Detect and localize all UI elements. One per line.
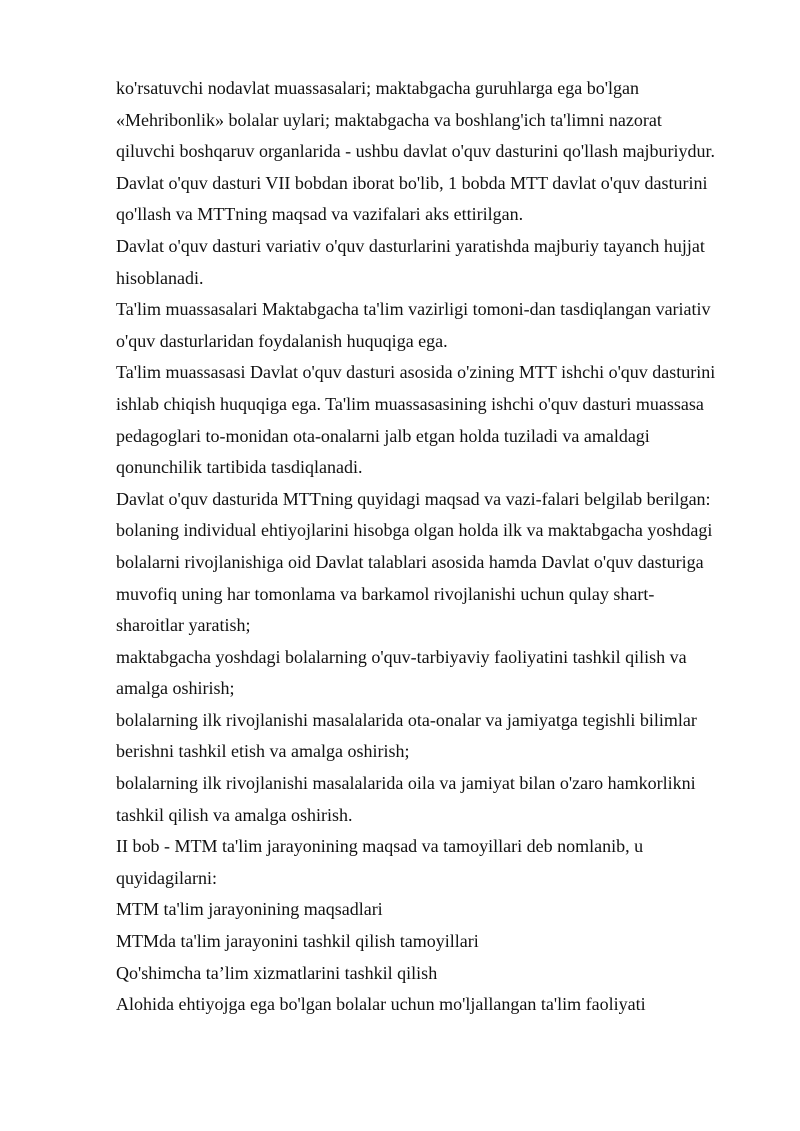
- text-line: qonunchilik tartibida tasdiqlanadi.: [116, 457, 363, 478]
- text-line: qiluvchi boshqaruv organlarida - ushbu davlat o'quv dasturini qo'llash majburiydur.: [116, 141, 716, 162]
- text-line: qo'llash va MTTning maqsad va vazifalari aks ettirilgan.: [116, 204, 524, 225]
- text-line: Qo'shimcha ta’lim xizmatlarini tashkil qilish: [116, 962, 438, 983]
- text-line: ishlab chiqish huquqiga ega. Ta'lim muassasasining ishchi o'quv dasturi muassasa: [116, 393, 704, 414]
- text-line: MTM ta'lim jarayonining maqsadlari: [116, 899, 383, 920]
- text-line: sharoitlar yaratish;: [116, 615, 251, 636]
- text-line: bolaning individual ehtiyojlarini hisobga olgan holda ilk va maktabgacha yoshdagi: [116, 520, 713, 541]
- text-line: Alohida ehtiyojga ega bo'lgan bolalar uchun mo'ljallangan ta'lim faoliyati: [116, 994, 646, 1015]
- text-line: MTMda ta'lim jarayonini tashkil qilish tamoyillari: [116, 931, 479, 952]
- text-line: Davlat o'quv dasturi variativ o'quv dasturlarini yaratishda majburiy tayanch hujjat: [116, 235, 705, 256]
- text-line: Davlat o'quv dasturi VII bobdan iborat bo'lib, 1 bobda MTT davlat o'quv dasturini: [116, 172, 708, 193]
- text-line: Ta'lim muassasasi Davlat o'quv dasturi asosida o'zining MTT ishchi o'quv dasturini: [116, 362, 716, 383]
- text-line: muvofiq uning har tomonlama va barkamol rivojlanishi uchun qulay shart-: [116, 583, 655, 604]
- text-line: hisoblanadi.: [116, 267, 204, 288]
- text-line: pedagoglari to-monidan ota-onalarni jalb etgan holda tuziladi va amaldagi: [116, 425, 650, 446]
- text-line: maktabgacha yoshdagi bolalarning o'quv-tarbiyaviy faoliyatini tashkil qilish va: [116, 646, 687, 667]
- text-line: bolalarning ilk rivojlanishi masalalarida ota-onalar va jamiyatga tegishli bilimlar: [116, 709, 697, 730]
- text-line: II bob - MTM ta'lim jarayonining maqsad va tamoyillari deb nomlanib, u: [116, 836, 644, 857]
- text-line: «Mehribonlik» bolalar uylari; maktabgacha va boshlang'ich ta'limni nazorat: [116, 109, 662, 130]
- text-line: quyidagilarni:: [116, 867, 217, 888]
- text-line: bolalarning ilk rivojlanishi masalalarida oila va jamiyat bilan o'zaro hamkorlikni: [116, 773, 696, 794]
- text-line: o'quv dasturlaridan foydalanish huquqiga ega.: [116, 330, 448, 351]
- text-line: Davlat o'quv dasturida MTTning quyidagi maqsad va vazi-falari belgilab berilgan:: [116, 488, 711, 509]
- text-line: ko'rsatuvchi nodavlat muassasalari; maktabgacha guruhlarga ega bo'lgan: [116, 78, 639, 98]
- text-line: bolalarni rivojlanishiga oid Davlat talablari asosida hamda Davlat o'quv dasturiga: [116, 551, 704, 572]
- text-line: amalga oshirish;: [116, 678, 235, 699]
- text-line: Ta'lim muassasalari Maktabgacha ta'lim vazirligi tomoni-dan tasdiqlangan variativ: [116, 299, 711, 320]
- text-line: berishni tashkil etish va amalga oshirish;: [116, 741, 410, 762]
- text-line: tashkil qilish va amalga oshirish.: [116, 804, 353, 825]
